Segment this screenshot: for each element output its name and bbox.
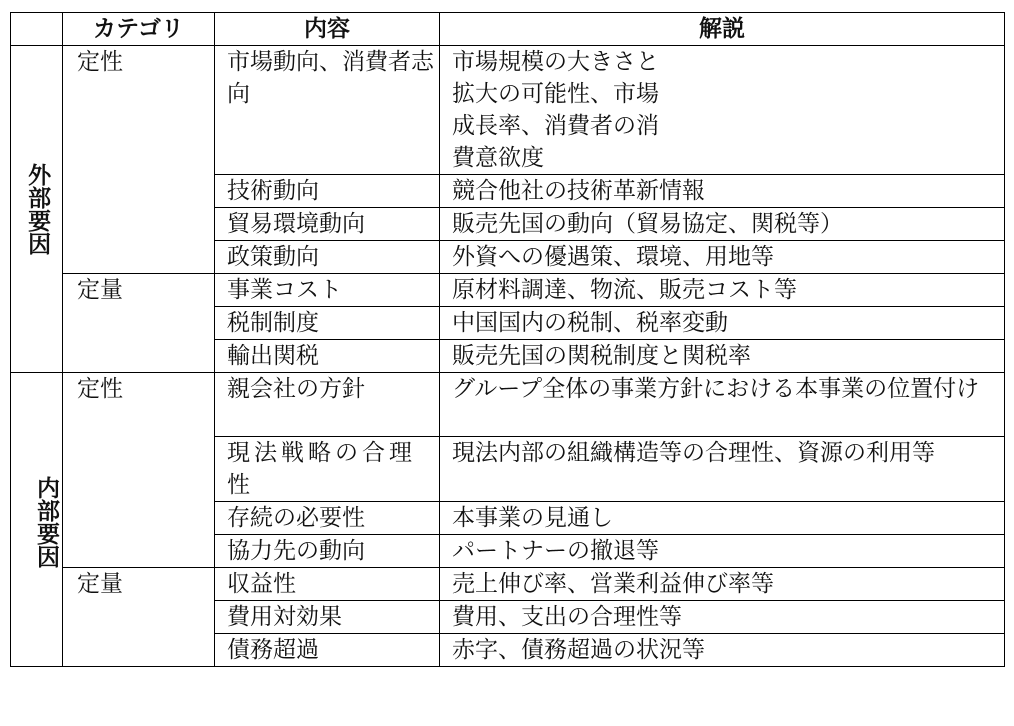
- content-cell: 税制制度: [215, 307, 440, 340]
- explanation-cell: 原材料調達、物流、販売コスト等: [440, 274, 1005, 307]
- content-cell: 事業コスト: [215, 274, 440, 307]
- content-cell: 親会社の方針: [215, 373, 440, 437]
- explanation-cell: 外資への優遇策、環境、用地等: [440, 241, 1005, 274]
- category-cell: 定性: [63, 46, 215, 274]
- group-label-external: 外部要因: [11, 46, 63, 373]
- category-cell: 定量: [63, 274, 215, 373]
- content-cell: 輸出関税: [215, 340, 440, 373]
- content-cell: 市場動向、消費者志向: [215, 46, 440, 175]
- table-row: [11, 568, 1005, 601]
- explanation-cell: 赤字、債務超過の状況等: [440, 634, 1005, 667]
- content-cell: 存続の必要性: [215, 502, 440, 535]
- header-category: カテゴリ: [63, 13, 215, 46]
- explanation-cell: パートナーの撤退等: [440, 535, 1005, 568]
- explanation-cell: 販売先国の動向（貿易協定、関税等）: [440, 208, 1005, 241]
- table-row: [11, 274, 1005, 307]
- header-explanation: 解説: [440, 13, 1005, 46]
- content-cell: 債務超過: [215, 634, 440, 667]
- header-row: [11, 13, 1005, 46]
- group-label-internal: 内部要因: [11, 373, 63, 667]
- explanation-cell: 売上伸び率、営業利益伸び率等: [440, 568, 1005, 601]
- content-cell: 技術動向: [215, 175, 440, 208]
- content-cell: 政策動向: [215, 241, 440, 274]
- content-cell: 費用対効果: [215, 601, 440, 634]
- category-cell: 定性: [63, 373, 215, 568]
- explanation-cell: 販売先国の関税制度と関税率: [440, 340, 1005, 373]
- explanation-text: 市場規模の大きさと拡大の可能性、市場成長率、消費者の消費意欲度: [452, 49, 659, 171]
- explanation-cell: 費用、支出の合理性等: [440, 601, 1005, 634]
- explanation-cell: 本事業の見通し: [440, 502, 1005, 535]
- explanation-cell: グループ全体の事業方針における本事業の位置付け: [440, 373, 1005, 437]
- header-content: 内容: [215, 13, 440, 46]
- table-row: [11, 373, 1005, 437]
- content-cell: 現法戦略の合理性: [215, 437, 440, 502]
- factor-table: [10, 12, 1005, 667]
- header-blank-cell: [11, 13, 63, 46]
- content-cell: 収益性: [215, 568, 440, 601]
- explanation-cell: 現法内部の組織構造等の合理性、資源の利用等: [440, 437, 1005, 502]
- table-row: [11, 46, 1005, 175]
- explanation-cell: 中国国内の税制、税率変動: [440, 307, 1005, 340]
- explanation-cell: 競合他社の技術革新情報: [440, 175, 1005, 208]
- content-cell: 協力先の動向: [215, 535, 440, 568]
- content-cell: 貿易環境動向: [215, 208, 440, 241]
- category-cell: 定量: [63, 568, 215, 667]
- explanation-cell: [440, 46, 1005, 175]
